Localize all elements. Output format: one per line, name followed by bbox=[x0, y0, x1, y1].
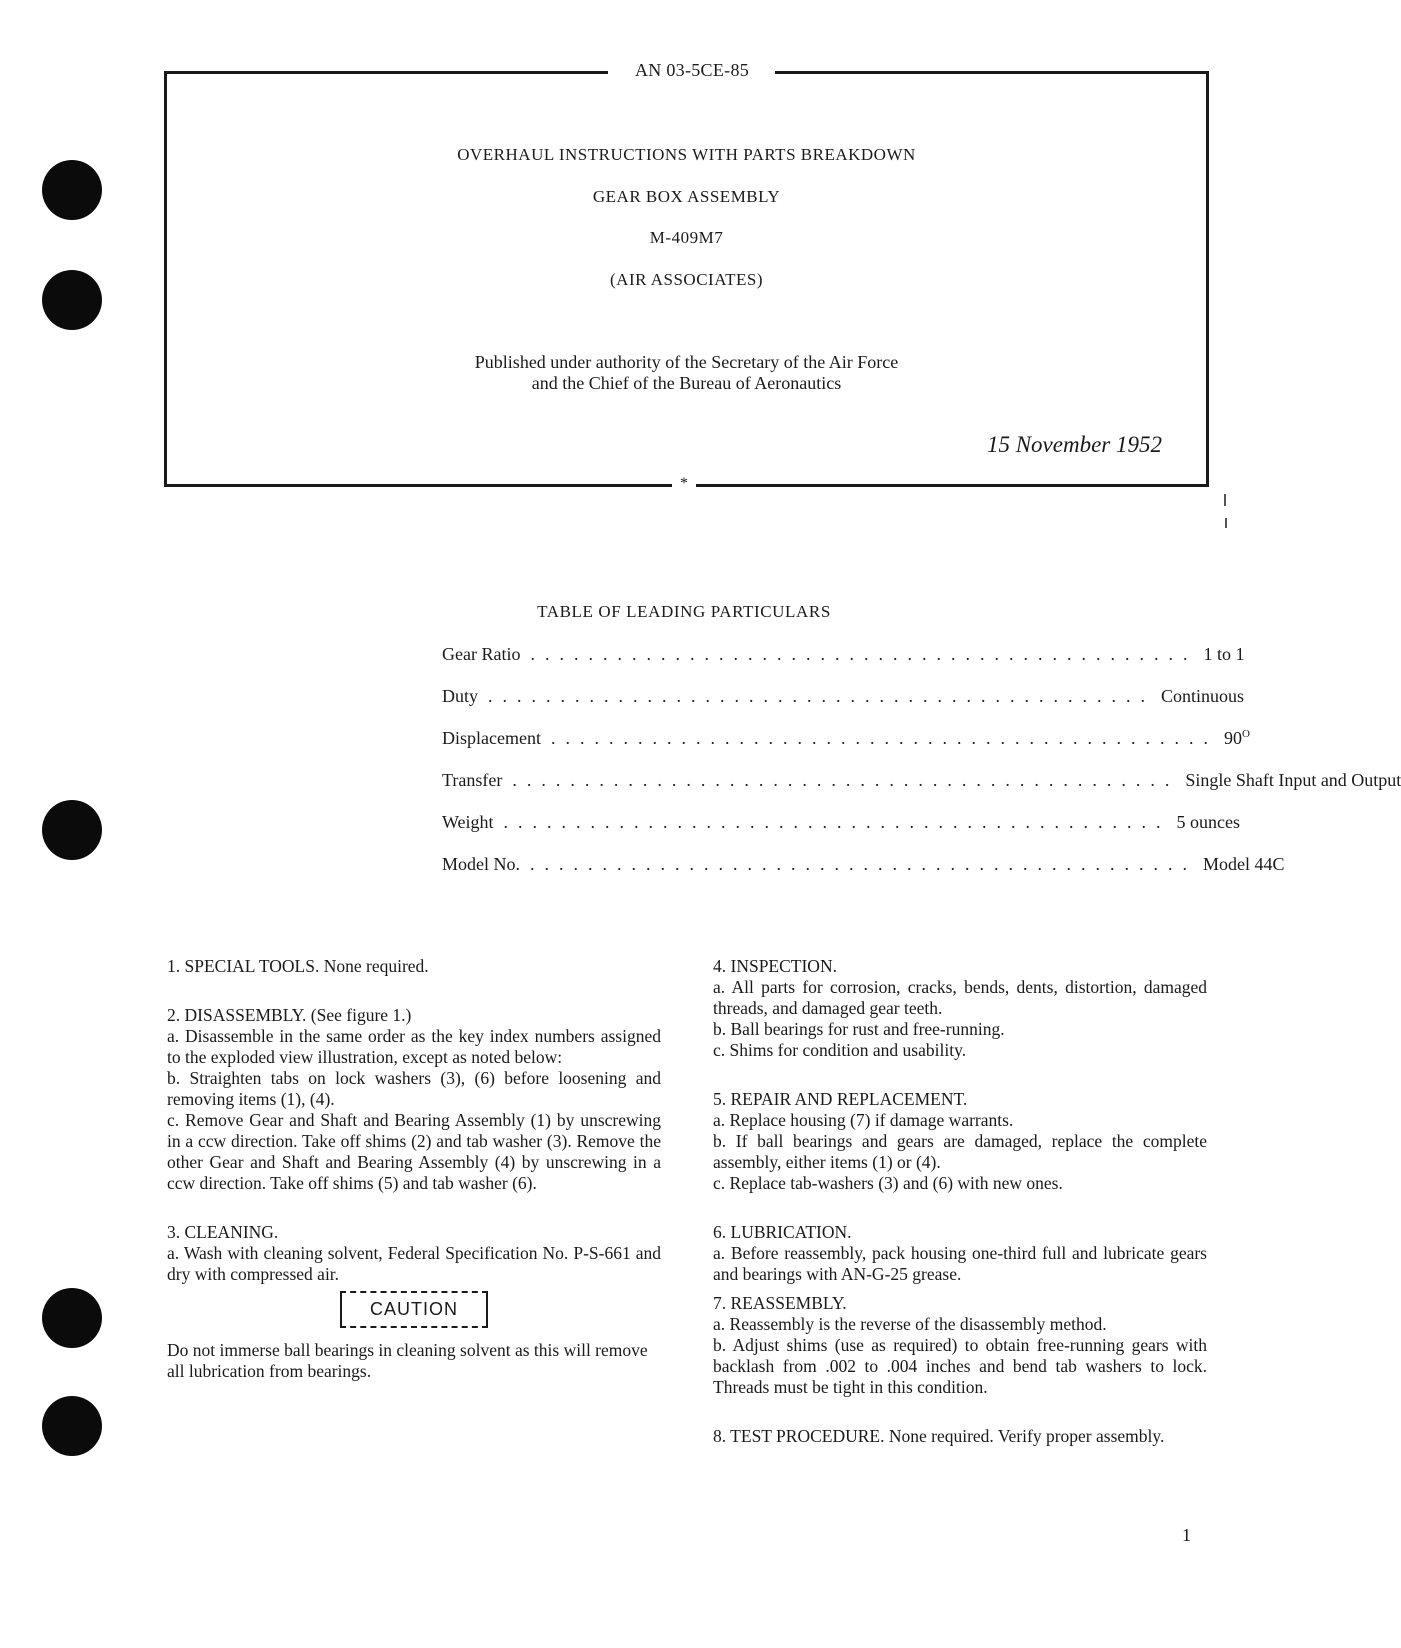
scan-mark bbox=[1224, 494, 1226, 506]
binder-hole-3 bbox=[42, 800, 102, 860]
degree-mark: O bbox=[1241, 728, 1250, 740]
caution-label: CAUTION bbox=[340, 1291, 488, 1328]
section-heading: 4. INSPECTION. bbox=[713, 956, 837, 976]
binder-hole-1 bbox=[42, 160, 102, 220]
scan-mark bbox=[1225, 518, 1227, 528]
paragraph: 8. TEST PROCEDURE. None required. Verify proper assembly. bbox=[713, 1426, 1165, 1446]
section-heading: 5. REPAIR AND REPLACEMENT. bbox=[713, 1089, 968, 1109]
particulars-row bbox=[442, 728, 1250, 749]
section-heading: 1. SPECIAL TOOLS. None required. bbox=[167, 956, 429, 976]
particulars-row bbox=[442, 686, 1245, 707]
paragraph: c. Shims for condition and usability. bbox=[713, 1040, 967, 1060]
section-heading: 7. REASSEMBLY. bbox=[713, 1293, 847, 1313]
leader-dots: .............................................. bbox=[488, 686, 1155, 706]
paragraph: a. Replace housing (7) if damage warrants. bbox=[713, 1110, 1014, 1130]
page-number: 1 bbox=[1182, 1525, 1191, 1545]
publication-date: 15 November 1952 bbox=[986, 432, 1162, 457]
leader-dots: .............................................. bbox=[550, 728, 1218, 748]
paragraph: c. Replace tab-washers (3) and (6) with new ones. bbox=[713, 1173, 1063, 1193]
title-box-bottom-mark: * bbox=[672, 472, 696, 496]
paragraph: b. Straighten tabs on lock washers (3), (6) before loosening and removing items (1), (4). bbox=[167, 1068, 661, 1109]
paragraph: a. Reassembly is the reverse of the disassembly method. bbox=[713, 1314, 1107, 1334]
particulars-label: Duty bbox=[442, 686, 478, 706]
section-inspection bbox=[713, 956, 1207, 1061]
section-heading: 6. LUBRICATION. bbox=[713, 1222, 852, 1242]
paragraph: a. Before reassembly, pack housing one-third full and lubricate gears and bearings with AN-G-25 grease. bbox=[713, 1243, 1207, 1284]
particulars-label: Model No. bbox=[442, 854, 520, 874]
particulars-label: Weight bbox=[442, 812, 494, 832]
paragraph: b. Adjust shims (use as required) to obtain free-running gears with backlash from .002 to .004 inches and bend tab washers to lock. Threads must be tight in this condition. bbox=[713, 1335, 1207, 1397]
paragraph: b. If ball bearings and gears are damaged, replace the complete assembly, either items (1) or (4). bbox=[713, 1131, 1207, 1172]
title-line-2: GEAR BOX ASSEMBLY bbox=[592, 187, 781, 206]
particulars-row bbox=[442, 644, 1245, 665]
particulars-label: Gear Ratio bbox=[442, 644, 521, 664]
particulars-value bbox=[1218, 728, 1250, 749]
paragraph: b. Ball bearings for rust and free-running. bbox=[713, 1019, 1005, 1039]
title-line-4: (AIR ASSOCIATES) bbox=[610, 270, 763, 289]
particulars-label: Transfer bbox=[442, 770, 503, 790]
leader-dots: .............................................. bbox=[530, 644, 1198, 664]
binder-hole-5 bbox=[42, 1396, 102, 1456]
leader-dots: .............................................. bbox=[530, 854, 1197, 874]
left-column bbox=[167, 956, 661, 1410]
particulars-label: Displacement bbox=[442, 728, 541, 748]
section-disassembly bbox=[167, 1005, 661, 1194]
particulars-value: 5 ounces bbox=[1176, 812, 1241, 832]
caution-text: Do not immerse ball bearings in cleaning solvent as this will remove all lubrication from bearings. bbox=[167, 1340, 648, 1381]
particulars-row bbox=[442, 770, 1401, 791]
right-column bbox=[713, 956, 1207, 1475]
section-lubrication bbox=[713, 1222, 1207, 1285]
binder-hole-4 bbox=[42, 1288, 102, 1348]
title-line-3: M-409M7 bbox=[649, 228, 724, 247]
document-number: AN 03-5CE-85 bbox=[634, 60, 750, 80]
leader-dots: .............................................. bbox=[503, 812, 1171, 832]
caution-box-wrapper bbox=[167, 1291, 661, 1328]
section-heading: 3. CLEANING. bbox=[167, 1222, 279, 1242]
paragraph: c. Remove Gear and Shaft and Bearing Assembly (1) by unscrewing in a ccw direction. Take off shims (2) and tab washer (3). Remove the other Gear and Shaft and Bearing Assembly (4) by unscrewing in a ccw direction. Take off shims (5) and tab washer (6). bbox=[167, 1110, 661, 1193]
particulars-heading: TABLE OF LEADING PARTICULARS bbox=[537, 602, 831, 621]
authority-line-1: Published under authority of the Secretary of the Air Force bbox=[474, 352, 899, 372]
leader-dots: .............................................. bbox=[512, 770, 1180, 790]
particulars-value: Model 44C bbox=[1203, 854, 1285, 874]
authority-line-2: and the Chief of the Bureau of Aeronautics bbox=[531, 373, 842, 393]
particulars-row bbox=[442, 854, 1285, 875]
particulars-value: 1 to 1 bbox=[1203, 644, 1245, 664]
paragraph: a. Disassemble in the same order as the key index numbers assigned to the exploded view illustration, except as noted below: bbox=[167, 1026, 661, 1067]
paragraph: a. All parts for corrosion, cracks, bends, dents, distortion, damaged threads, and damaged gear teeth. bbox=[713, 977, 1207, 1018]
section-test-procedure bbox=[713, 1426, 1207, 1447]
section-reassembly bbox=[713, 1293, 1207, 1398]
section-repair bbox=[713, 1089, 1207, 1194]
particulars-row bbox=[442, 812, 1241, 833]
title-line-1: OVERHAUL INSTRUCTIONS WITH PARTS BREAKDOWN bbox=[457, 145, 916, 164]
section-cleaning bbox=[167, 1222, 661, 1382]
particulars-value: Continuous bbox=[1161, 686, 1245, 706]
section-special-tools bbox=[167, 956, 661, 977]
section-heading: 2. DISASSEMBLY. (See figure 1.) bbox=[167, 1005, 412, 1025]
binder-hole-2 bbox=[42, 270, 102, 330]
particulars-value-number: 90 bbox=[1223, 728, 1242, 748]
paragraph: a. Wash with cleaning solvent, Federal Specification No. P-S-661 and dry with compressed air. bbox=[167, 1243, 661, 1284]
particulars-value: Single Shaft Input and Output bbox=[1185, 770, 1401, 790]
